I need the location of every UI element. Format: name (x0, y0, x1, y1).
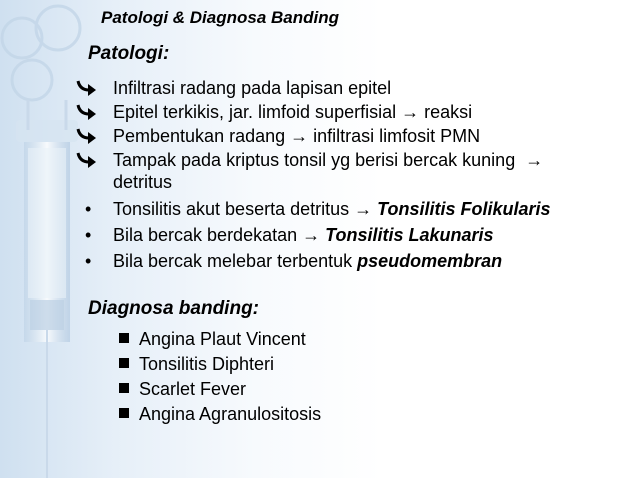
pathology-item-text: Pembentukan radang → infiltrasi limfosit PMN (113, 126, 481, 146)
square-bullet-icon (119, 383, 129, 393)
square-bullet-icon (119, 408, 129, 418)
bullet-dot-icon: • (85, 251, 92, 271)
curved-arrow-bullet-icon (75, 79, 101, 97)
right-arrow-icon: → (302, 225, 321, 245)
differential-heading: Diagnosa banding: (88, 298, 259, 319)
pathology-heading: Patologi: (88, 43, 170, 64)
right-arrow-icon: → (401, 102, 420, 122)
square-bullet-icon (119, 358, 129, 368)
pathology-item-text: Infiltrasi radang pada lapisan epitel (113, 78, 392, 98)
right-arrow-icon: → (525, 150, 544, 170)
curved-arrow-bullet-icon (75, 103, 101, 121)
bullet-dot-icon: • (85, 199, 92, 219)
slide-title: Patologi & Diagnosa Banding (101, 8, 340, 27)
right-arrow-icon: → (354, 199, 373, 219)
right-arrow-icon: → (290, 126, 309, 146)
pathology-item-text: Epitel terkikis, jar. limfoid superfisial → reaksi (113, 102, 473, 122)
bullet-dot-icon: • (85, 225, 92, 245)
pathology-item-text: Tampak pada kriptus tonsil yg berisi bercak kuning → (113, 150, 544, 170)
curved-arrow-bullet-icon (75, 127, 101, 145)
curved-arrow-bullet-icon (75, 151, 101, 169)
square-bullet-icon (119, 333, 129, 343)
